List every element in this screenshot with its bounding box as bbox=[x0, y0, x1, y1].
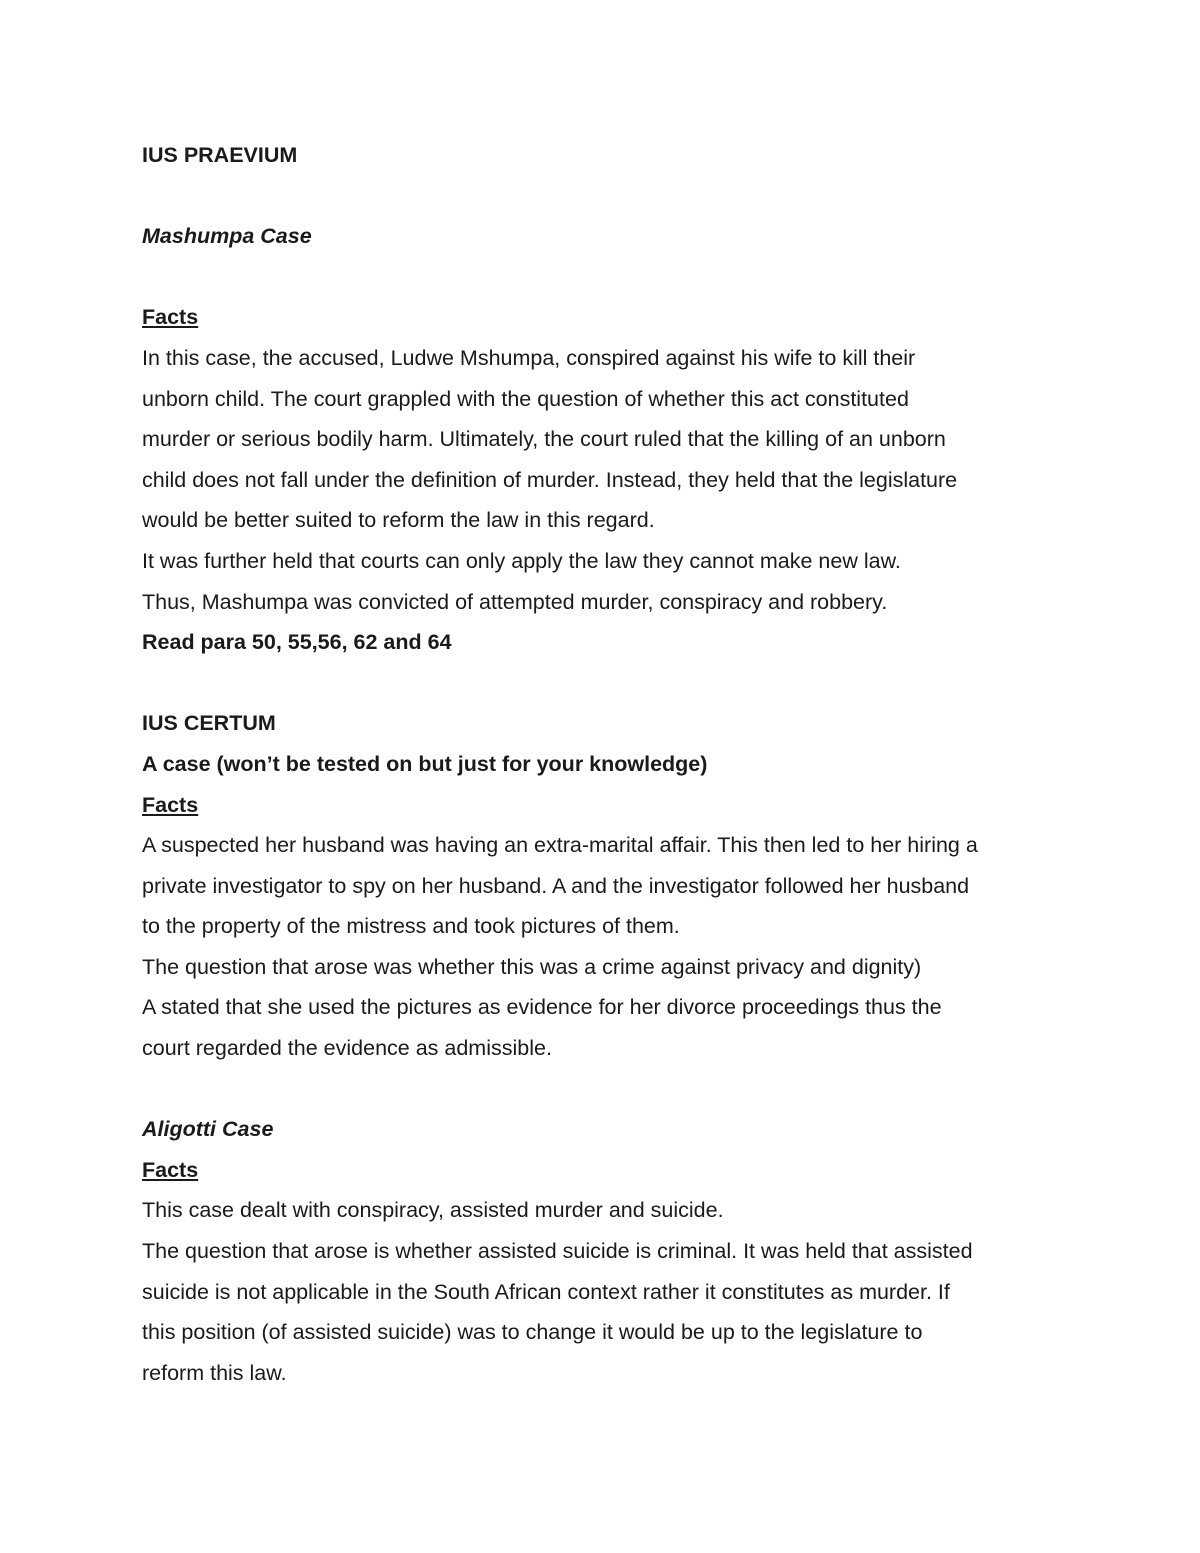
read-note: Read para 50, 55,56, 62 and 64 bbox=[142, 630, 452, 655]
paragraph-line: child does not fall under the definition of murder. Instead, they held that the legislature bbox=[142, 467, 958, 492]
section-heading-ius-praevium: IUS PRAEVIUM bbox=[142, 143, 298, 167]
paragraph-line: reform this law. bbox=[142, 1360, 287, 1385]
paragraph-line: private investigator to spy on her husband. A and the investigator followed her husband bbox=[142, 873, 970, 898]
paragraph-line: this position (of assisted suicide) was to change it would be up to the legislature to bbox=[142, 1320, 923, 1345]
case-title-aligotti: Aligotti Case bbox=[142, 1117, 274, 1142]
case-title-mashumpa: Mashumpa Case bbox=[142, 224, 312, 249]
spacer bbox=[142, 663, 1072, 704]
paragraph-line: The question that arose is whether assisted suicide is criminal. It was held that assisted bbox=[142, 1239, 973, 1264]
spacer bbox=[142, 1069, 1072, 1110]
paragraph-line: suicide is not applicable in the South African context rather it constitutes as murder. If bbox=[142, 1279, 950, 1304]
paragraph-line: to the property of the mistress and took pictures of them. bbox=[142, 914, 680, 939]
paragraph-line: In this case, the accused, Ludwe Mshumpa, conspired against his wife to kill their bbox=[142, 345, 916, 370]
case-title-a-case: A case (won’t be tested on but just for your knowledge) bbox=[142, 751, 708, 776]
paragraph-line: court regarded the evidence as admissible. bbox=[142, 1036, 552, 1061]
section-heading-ius-certum: IUS CERTUM bbox=[142, 711, 276, 736]
paragraph-line: A suspected her husband was having an extra-marital affair. This then led to her hiring a bbox=[142, 833, 978, 858]
paragraph-line: The question that arose was whether this was a crime against privacy and dignity) bbox=[142, 954, 922, 979]
paragraph-line: It was further held that courts can only apply the law they cannot make new law. bbox=[142, 548, 901, 573]
spacer bbox=[142, 176, 1072, 217]
paragraph-line: Thus, Mashumpa was convicted of attempted murder, conspiracy and robbery. bbox=[142, 589, 888, 614]
document-page bbox=[142, 135, 1072, 1393]
paragraph-line: would be better suited to reform the law in this regard. bbox=[142, 508, 655, 533]
paragraph-line: This case dealt with conspiracy, assisted murder and suicide. bbox=[142, 1198, 724, 1223]
paragraph-line: unborn child. The court grappled with the question of whether this act constituted bbox=[142, 386, 909, 411]
spacer bbox=[142, 257, 1072, 298]
facts-label: Facts bbox=[142, 792, 199, 817]
paragraph-line: murder or serious bodily harm. Ultimately, the court ruled that the killing of an unborn bbox=[142, 427, 946, 452]
facts-label: Facts bbox=[142, 305, 199, 330]
facts-label: Facts bbox=[142, 1157, 199, 1182]
paragraph-line: A stated that she used the pictures as evidence for her divorce proceedings thus the bbox=[142, 995, 942, 1020]
